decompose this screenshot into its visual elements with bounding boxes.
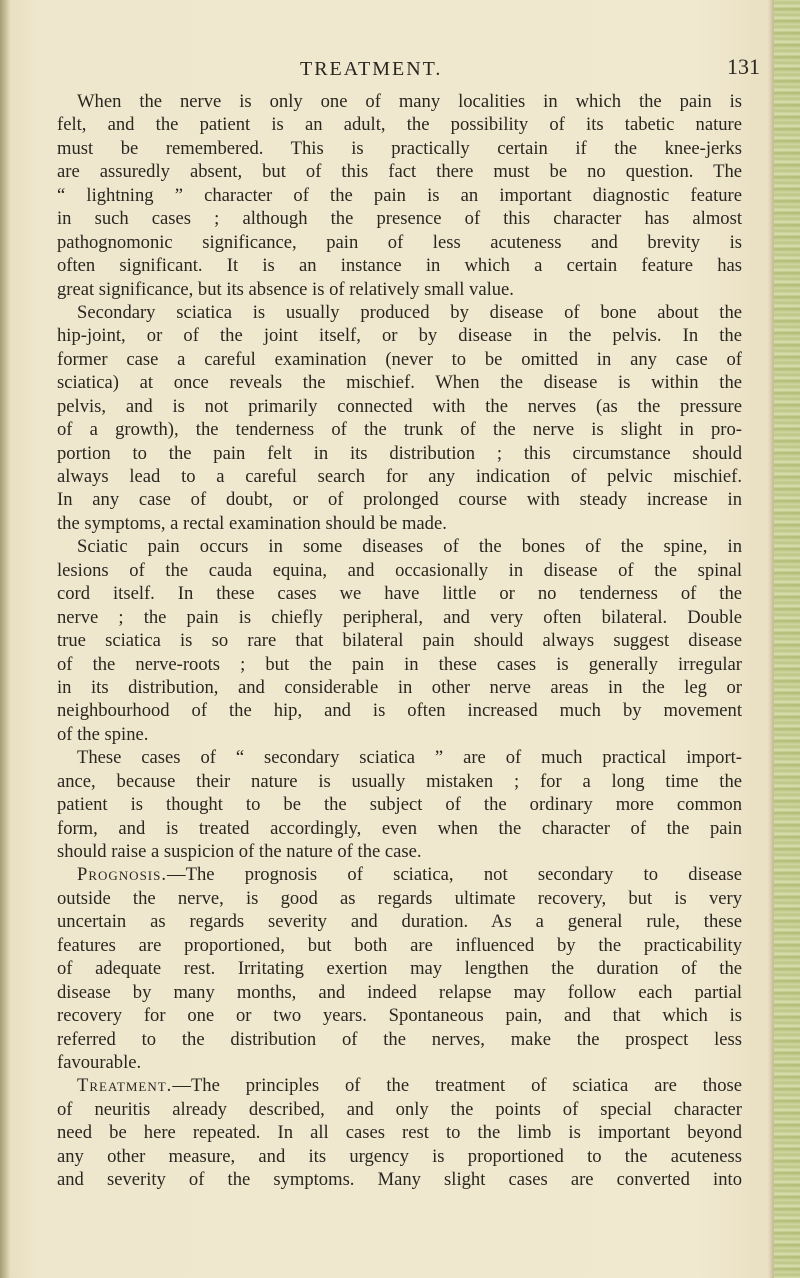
line-text: often significant. It is an instance in which a certain feature has	[57, 255, 742, 277]
text-line	[57, 418, 742, 441]
line-text: cord itself. In these cases we have little or no tenderness of the	[57, 583, 742, 605]
line-text: patient is thought to be the subject of the ordinary more common	[57, 794, 742, 816]
text-line	[57, 90, 742, 113]
line-text: must be remembered. This is practically certain if the knee-jerks	[57, 137, 742, 159]
text-line	[57, 207, 742, 230]
line-text: Secondary sciatica is usually produced by disease of bone about the	[77, 301, 742, 323]
text-line	[57, 1168, 742, 1191]
line-text: When the nerve is only one of many localities in which the pain is	[77, 91, 742, 112]
text-line	[57, 699, 742, 722]
running-header	[0, 54, 800, 84]
text-line	[57, 113, 742, 136]
text-line	[57, 278, 742, 301]
line-text: features are proportioned, but both are influenced by the practicability	[57, 934, 742, 956]
line-text: lesions of the cauda equina, and occasionally in disease of the spinal	[57, 559, 742, 581]
text-line	[57, 137, 742, 160]
text-line	[57, 512, 742, 535]
line-text: hip-joint, or of the joint itself, or by disease in the pelvis. In the	[57, 325, 742, 347]
text-line	[57, 957, 742, 980]
line-text: in such cases ; although the presence of this character has almost	[57, 208, 742, 230]
line-text: are assuredly absent, but of this fact there must be no question. The	[57, 161, 742, 183]
line-text: outside the nerve, is good as regards ultimate recovery, but is very	[57, 887, 742, 909]
text-line	[57, 653, 742, 676]
line-text: nerve ; the pain is chiefly peripheral, and very often bilateral. Double	[57, 606, 742, 628]
text-line	[57, 840, 742, 863]
text-line	[57, 160, 742, 183]
text-line	[57, 793, 742, 816]
line-text: favourable.	[57, 1051, 142, 1073]
line-text: of a growth), the tenderness of the trunk of the nerve is slight in pro-	[57, 419, 742, 441]
line-text: pelvis, and is not primarily connected with the nerves (as the pressure	[57, 395, 742, 417]
text-line	[57, 770, 742, 793]
line-text: In any case of doubt, or of prolonged course with steady increase in	[57, 489, 742, 511]
text-line	[57, 535, 742, 558]
line-text: true sciatica is so rare that bilateral pain should always suggest disease	[57, 630, 742, 652]
text-line	[57, 817, 742, 840]
line-text: the symptoms, a rectal examination should be made.	[57, 512, 447, 534]
line-text: need be here repeated. In all cases rest to the limb is important beyond	[57, 1122, 742, 1144]
text-line	[57, 395, 742, 418]
text-line	[57, 723, 742, 746]
text-line	[57, 1004, 742, 1027]
line-text: sciatica) at once reveals the mischief. When the disease is within the	[57, 372, 742, 394]
page-fore-edge	[774, 0, 800, 1278]
text-line	[57, 746, 742, 769]
text-line	[57, 981, 742, 1004]
line-text: —The prognosis of sciatica, not secondary to disease	[167, 864, 742, 886]
text-line	[57, 629, 742, 652]
text-line	[57, 1098, 742, 1121]
line-text: of the nerve-roots ; but the pain in these cases is generally irregular	[57, 653, 742, 675]
line-text: uncertain as regards severity and duration. As a general rule, these	[57, 911, 742, 933]
text-line	[57, 887, 742, 910]
text-line	[57, 301, 742, 324]
line-text: portion to the pain felt in its distribution ; this circumstance should	[57, 442, 742, 464]
section-lead: Treatment.	[77, 1075, 173, 1097]
text-line	[57, 606, 742, 629]
text-line	[57, 1051, 742, 1074]
line-text: former case a careful examination (never to be omitted in any case of	[57, 348, 742, 370]
page-binding-edge	[0, 0, 10, 1278]
text-line	[57, 371, 742, 394]
text-line	[57, 910, 742, 933]
line-text: and severity of the symptoms. Many slight cases are converted into	[57, 1169, 742, 1191]
text-line	[57, 934, 742, 957]
line-text: ance, because their nature is usually mistaken ; for a long time the	[57, 770, 742, 792]
text-line	[57, 324, 742, 347]
line-text: great significance, but its absence is of relatively small value.	[57, 278, 514, 300]
page-number: 131	[727, 54, 760, 79]
text-line	[57, 184, 742, 207]
body-text	[57, 90, 742, 1192]
text-line	[57, 254, 742, 277]
text-line	[57, 1121, 742, 1144]
line-text: always lead to a careful search for any indication of pelvic mischief.	[57, 466, 742, 487]
line-text: Sciatic pain occurs in some diseases of the bones of the spine, in	[77, 536, 742, 558]
line-text: of neuritis already described, and only the points of special character	[57, 1098, 742, 1120]
line-text: of the spine.	[57, 723, 149, 745]
line-text: in its distribution, and considerable in other nerve areas in the leg or	[57, 676, 742, 698]
text-line	[57, 465, 742, 488]
running-title: TREATMENT.	[300, 58, 443, 80]
text-line	[57, 1074, 742, 1097]
section-lead: Prognosis.	[77, 864, 168, 886]
line-text: —The principles of the treatment of sciatica are those	[172, 1075, 742, 1097]
line-text: any other measure, and its urgency is proportioned to the acuteness	[57, 1145, 742, 1167]
line-text: referred to the distribution of the nerves, make the prospect less	[57, 1028, 742, 1050]
text-line	[57, 1028, 742, 1051]
line-text: “ lightning ” character of the pain is an important diagnostic feature	[57, 184, 742, 206]
line-text: recovery for one or two years. Spontaneous pain, and that which is	[57, 1005, 742, 1027]
line-text: should raise a suspicion of the nature of the case.	[57, 841, 422, 862]
text-line	[57, 231, 742, 254]
text-line	[57, 676, 742, 699]
line-text: form, and is treated accordingly, even when the character of the pain	[57, 817, 742, 839]
line-text: of adequate rest. Irritating exertion may lengthen the duration of the	[57, 958, 742, 980]
text-line	[57, 488, 742, 511]
text-line	[57, 863, 742, 886]
text-line	[57, 559, 742, 582]
line-text: These cases of “ secondary sciatica ” are of much practical import-	[77, 747, 742, 769]
line-text: felt, and the patient is an adult, the possibility of its tabetic nature	[57, 114, 742, 136]
line-text: pathognomonic significance, pain of less acuteness and brevity is	[57, 231, 742, 253]
line-text: disease by many months, and indeed relapse may follow each partial	[57, 981, 742, 1003]
text-line	[57, 348, 742, 371]
text-line	[57, 1145, 742, 1168]
text-line	[57, 442, 742, 465]
line-text: neighbourhood of the hip, and is often increased much by movement	[57, 700, 742, 722]
text-line	[57, 582, 742, 605]
